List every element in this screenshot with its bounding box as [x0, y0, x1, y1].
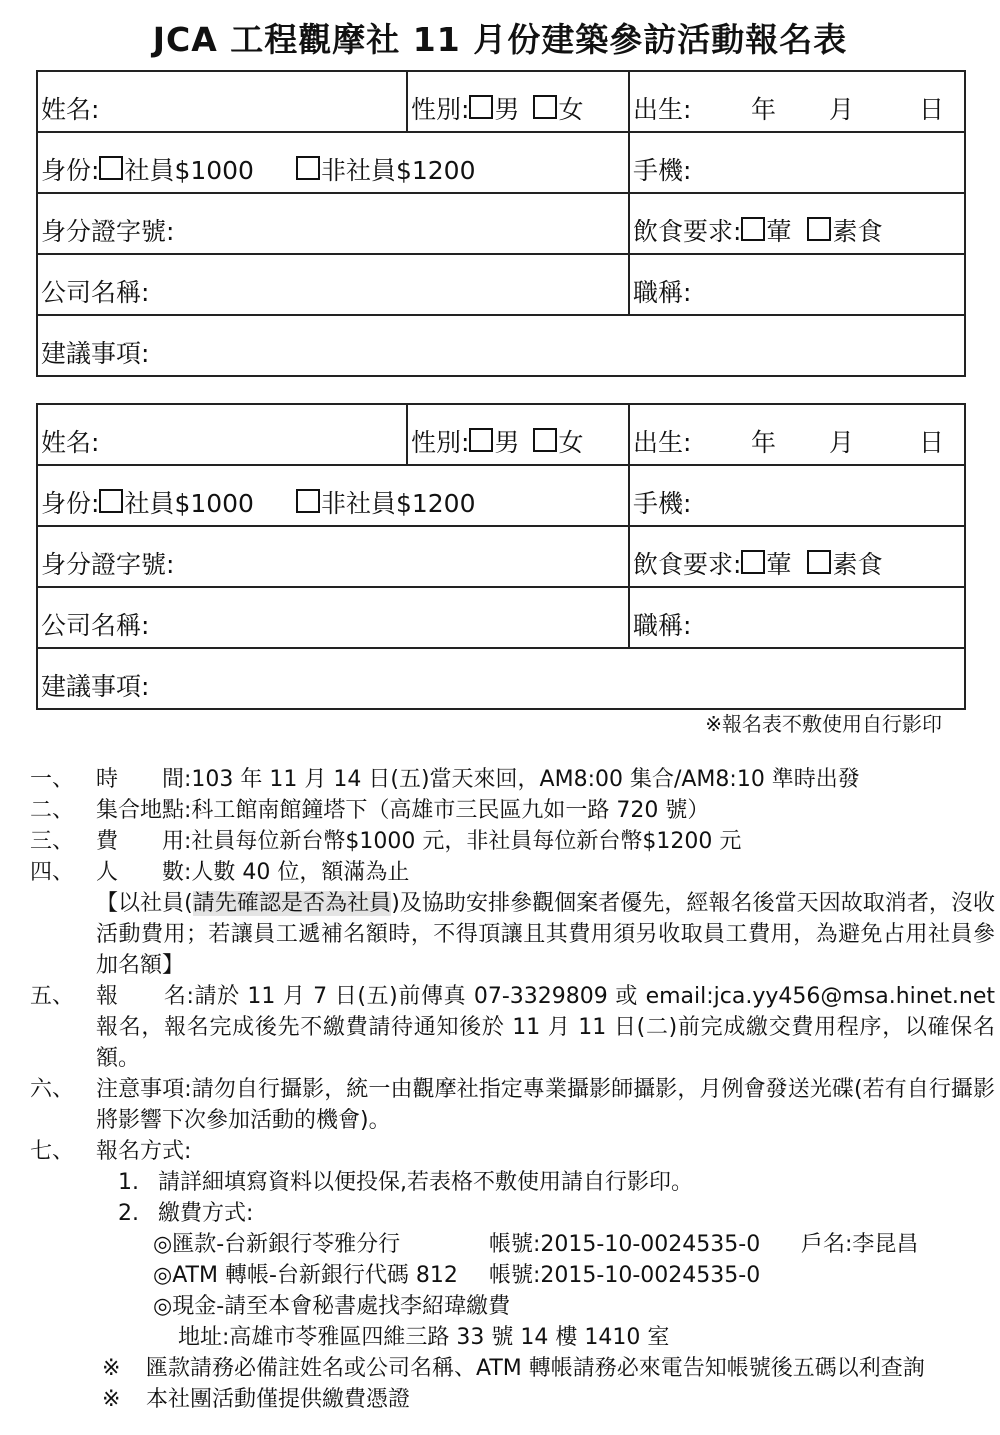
member-checkbox[interactable] [99, 489, 123, 513]
company-field[interactable]: 公司名稱: [37, 254, 629, 315]
job-title-field[interactable]: 職稱: [629, 587, 965, 648]
highlighted-text: 請先確認是否為社員 [192, 891, 392, 916]
gender-field: 性別: 男 女 [407, 404, 629, 465]
office-address: 地址:高雄市苓雅區四維三路 33 號 14 樓 1410 室 [178, 1325, 670, 1350]
identity-field: 身份: 社員$1000 非社員$1200 [37, 132, 629, 193]
id-number-field[interactable]: 身分證字號: [37, 193, 629, 254]
diet-field: 飲食要求: 葷 素食 [629, 193, 965, 254]
mobile-field[interactable]: 手機: [629, 465, 965, 526]
non-member-checkbox[interactable] [296, 156, 320, 180]
vegetarian-checkbox[interactable] [807, 217, 831, 241]
meat-checkbox[interactable] [741, 217, 765, 241]
identity-field: 身份: 社員$1000 非社員$1200 [37, 465, 629, 526]
company-field[interactable]: 公司名稱: [37, 587, 629, 648]
registration-form-2 [36, 403, 966, 710]
page-title: JCA 工程觀摩社 11 月份建築參訪活動報名表 [152, 20, 848, 59]
female-checkbox[interactable] [533, 95, 557, 119]
info-item-fee: 三、 費 用:社員每位新台幣$1000 元，非社員每位新台幣$1200 元 [30, 829, 742, 854]
info-item-method: 七、 報名方式: [30, 1139, 192, 1164]
info-item-capacity: 四、 人 數:人數 40 位，額滿為止 [30, 860, 410, 885]
info-item-location: 二、 集合地點:科工館南館鐘塔下（高雄市三民區九如一路 720 號） [30, 798, 710, 823]
gender-field: 性別: 男 女 [407, 71, 629, 132]
id-number-field[interactable]: 身分證字號: [37, 526, 629, 587]
birth-date-field[interactable]: 出生: 年 月 日 [629, 404, 965, 465]
remark-2: ※ 本社團活動僅提供繳費憑證 [102, 1387, 411, 1412]
info-item-time: 一、 時 間:103 年 11 月 14 日(五)當天來回，AM8:00 集合/AM8:10 準時出發 [30, 767, 860, 792]
member-checkbox[interactable] [99, 156, 123, 180]
info-item-notice: 六、 注意事項:請勿自行攝影，統一由觀摩社指定專業攝影師攝影，月例會發送光碟(若有自行攝影將影響下次參加活動的機會)。 [30, 1077, 995, 1133]
vegetarian-checkbox[interactable] [807, 550, 831, 574]
payment-remittance: ◎匯款-台新銀行苓雅分行 帳號:2015-10-0024535-0 戶名:李昆昌 [153, 1232, 919, 1257]
method-item-1: 1. 請詳細填寫資料以便投保,若表格不敷使用請自行影印。 [118, 1170, 693, 1195]
male-checkbox[interactable] [469, 95, 493, 119]
remark-1: ※ 匯款請務必備註姓名或公司名稱、ATM 轉帳請務必來電告知帳號後五碼以利查詢 [102, 1356, 925, 1381]
photocopy-note: ※報名表不敷使用自行影印 [705, 712, 942, 736]
diet-field: 飲食要求: 葷 素食 [629, 526, 965, 587]
meat-checkbox[interactable] [741, 550, 765, 574]
female-checkbox[interactable] [533, 428, 557, 452]
registration-form-1 [36, 70, 966, 377]
name-field[interactable]: 姓名: [37, 71, 407, 132]
birth-date-field[interactable]: 出生: 年 月 日 [629, 71, 965, 132]
method-item-2: 2. 繳費方式: [118, 1201, 254, 1226]
male-checkbox[interactable] [469, 428, 493, 452]
payment-atm: ◎ATM 轉帳-台新銀行代碼 812 帳號:2015-10-0024535-0 [153, 1263, 761, 1288]
suggestion-field[interactable]: 建議事項: [37, 648, 965, 709]
name-field[interactable]: 姓名: [37, 404, 407, 465]
mobile-field[interactable]: 手機: [629, 132, 965, 193]
non-member-checkbox[interactable] [296, 489, 320, 513]
priority-note: 【以社員(請先確認是否為社員)及協助安排參觀個案者優先，經報名後當天因故取消者，沒收活動費用；若讓員工遞補名額時，不得頂讓且其費用須另收取員工費用，為避免占用社員參加名額】 [96, 891, 995, 978]
payment-cash: ◎現金-請至本會秘書處找李紹瑋繳費 [153, 1294, 511, 1319]
suggestion-field[interactable]: 建議事項: [37, 315, 965, 376]
event-info [30, 764, 995, 1415]
job-title-field[interactable]: 職稱: [629, 254, 965, 315]
info-item-registration: 五、 報 名:請於 11 月 7 日(五)前傳真 07-3329809 或 email:jca.yy456@msa.hinet.net 報名，報名完成後先不繳費請待通知後於 11 月 11 日(二)前完成繳交費用程序，以確保名額。 [30, 984, 995, 1071]
